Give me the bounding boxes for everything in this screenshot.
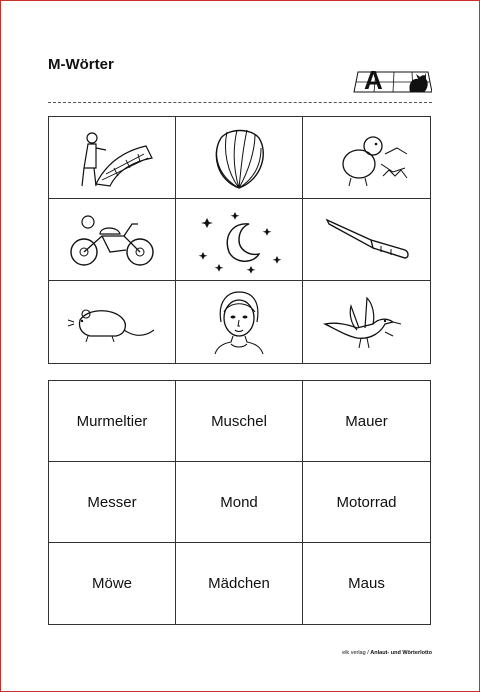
footer-publisher: elk verlag /: [342, 650, 369, 656]
dashed-divider: [48, 102, 432, 103]
picture-cell: [303, 199, 430, 281]
word-label: Mond: [220, 493, 258, 511]
seagull-picture: [321, 288, 413, 356]
footer-credit: [342, 650, 432, 656]
picture-cell: [303, 281, 430, 363]
word-label: Murmeltier: [76, 412, 148, 430]
word-card: [303, 462, 430, 543]
word-card: [176, 381, 303, 462]
word-label: Muschel: [211, 412, 267, 430]
word-card: [303, 543, 430, 624]
page-title: M-Wörter: [48, 56, 114, 73]
picture-cell: [49, 117, 176, 199]
word-grid: [48, 380, 431, 625]
word-label: Maus: [348, 575, 385, 592]
word-label: Möwe: [91, 575, 132, 592]
word-label: Mauer: [345, 412, 388, 430]
girl-face-picture: [193, 288, 285, 356]
picture-grid: [48, 116, 431, 364]
mouse-picture: [66, 288, 158, 356]
word-card: [176, 543, 303, 624]
word-label: Motorrad: [336, 493, 397, 511]
word-card: [176, 462, 303, 543]
word-card: [49, 462, 176, 543]
word-card: [303, 381, 430, 462]
motorbike-picture: [66, 206, 158, 274]
shell-picture: [193, 124, 285, 192]
bricklayer-building-wall-picture: [66, 124, 158, 192]
word-card: [49, 543, 176, 624]
picture-cell: [49, 199, 176, 281]
moon-and-stars-picture: [193, 206, 285, 274]
picture-cell: [176, 281, 303, 363]
word-label: Messer: [87, 493, 137, 511]
logo-letter: A: [364, 65, 383, 95]
marmot-picture: [321, 124, 413, 192]
picture-cell: [303, 117, 430, 199]
picture-cell: [176, 117, 303, 199]
picture-cell: [176, 199, 303, 281]
letter-a-and-cat-logo: [352, 62, 432, 96]
picture-cell: [49, 281, 176, 363]
knife-picture: [321, 206, 413, 274]
footer-title: Anlaut- und Wörterlotto: [370, 650, 432, 656]
word-card: [49, 381, 176, 462]
word-label: Mädchen: [208, 575, 270, 592]
